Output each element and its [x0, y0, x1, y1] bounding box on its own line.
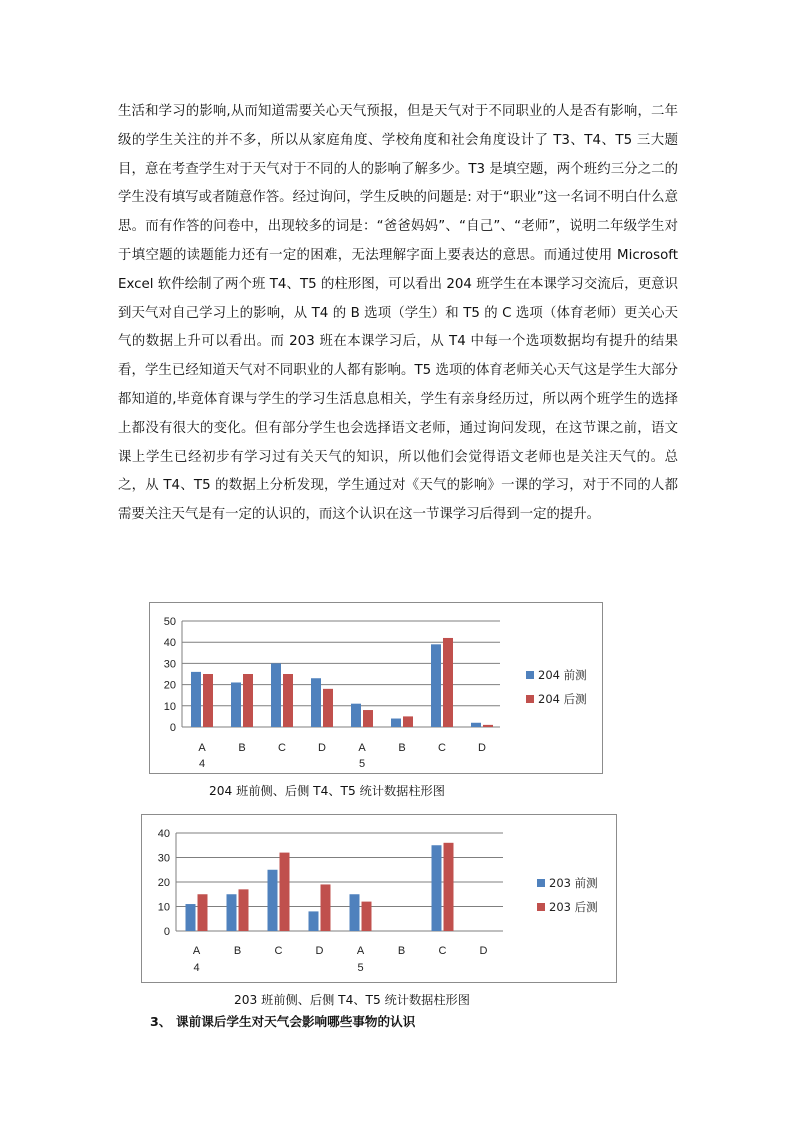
chart-204-bar-pre [431, 644, 441, 727]
chart-203-y-tick-label: 40 [157, 828, 170, 840]
chart-204-x-tick-label: A [198, 742, 206, 754]
chart-204-bar-post [203, 674, 213, 727]
chart-204-x-tick-label: D [478, 742, 486, 754]
chart-204-x-tick-label: B [398, 742, 406, 754]
chart-204-bar-pre [471, 723, 481, 727]
chart-203-caption: 203 班前侧、后侧 T4、T5 统计数据柱形图 [234, 993, 470, 1007]
chart-204-legend-label: 204 后测 [538, 692, 587, 706]
chart-203-x-tick-label: B [397, 945, 406, 957]
section-number: 3、 [150, 1014, 172, 1029]
chart-203-bar-post [280, 853, 290, 931]
chart-203-bar-pre [309, 911, 319, 931]
chart-204-bar-post [483, 725, 493, 727]
chart-203-bar-pre [432, 845, 442, 931]
chart-203-x-tick-label: A [356, 945, 365, 957]
chart-204-bar-post [283, 674, 293, 727]
chart-203-bar-post [198, 894, 208, 931]
chart-204-svg [150, 603, 602, 773]
chart-204-group-label: 5 [358, 758, 366, 770]
chart-204-x-tick-label: D [318, 742, 326, 754]
chart-204-y-tick-label: 30 [163, 658, 176, 671]
chart-204-caption: 204 班前侧、后侧 T4、T5 统计数据柱形图 [209, 784, 445, 798]
chart-204-group-label: 4 [198, 758, 206, 770]
chart-203-x-tick-label: D [479, 945, 488, 957]
chart-204-bar-pre [231, 682, 241, 727]
chart-204-bar-post [243, 674, 253, 727]
chart-203-legend-swatch [537, 903, 545, 911]
chart-203-bar-post [362, 902, 372, 931]
chart-204 [149, 602, 603, 774]
chart-204-x-tick-label: C [278, 742, 286, 754]
chart-204-bar-pre [391, 719, 401, 727]
chart-203-x-tick-label: B [233, 945, 242, 957]
chart-204-legend-swatch [526, 671, 534, 679]
chart-203-y-tick-label: 0 [163, 926, 170, 938]
chart-203-bar-pre [268, 870, 278, 931]
section-title: 课前课后学生对天气会影响哪些事物的认识 [176, 1014, 416, 1029]
chart-204-bar-pre [351, 704, 361, 727]
chart-204-bar-pre [271, 663, 281, 727]
chart-203-svg [142, 815, 616, 982]
chart-204-y-tick-label: 10 [163, 700, 176, 713]
chart-204-bar-post [363, 710, 373, 727]
chart-203-bar-pre [350, 894, 360, 931]
chart-204-x-tick-label: A [358, 742, 366, 754]
chart-203-x-tick-label: A [192, 945, 201, 957]
chart-204-bar-post [403, 716, 413, 727]
chart-204-legend-label: 204 前测 [538, 668, 587, 682]
chart-203-bar-post [321, 884, 331, 931]
chart-204-y-tick-label: 50 [163, 616, 176, 628]
chart-203-bar-pre [186, 904, 196, 931]
chart-203-y-tick-label: 30 [157, 852, 170, 865]
chart-203-legend-swatch [537, 879, 545, 887]
chart-203-x-tick-label: D [315, 945, 324, 957]
chart-203 [141, 814, 617, 983]
chart-204-y-tick-label: 0 [169, 722, 176, 734]
chart-204-bar-pre [311, 678, 321, 727]
chart-204-bar-post [443, 638, 453, 727]
section-heading [150, 1011, 415, 1030]
chart-204-bar-pre [191, 672, 201, 727]
chart-203-x-tick-label: C [274, 945, 283, 957]
chart-204-x-tick-label: B [238, 742, 246, 754]
chart-204-bar-post [323, 689, 333, 727]
chart-203-legend-label: 203 后测 [549, 900, 598, 914]
chart-203-group-label: 4 [193, 962, 200, 974]
chart-204-y-tick-label: 20 [163, 679, 176, 692]
chart-203-y-tick-label: 10 [157, 901, 170, 914]
chart-204-x-tick-label: C [438, 742, 446, 754]
chart-204-y-tick-label: 40 [163, 637, 176, 650]
chart-203-group-label: 5 [357, 962, 364, 974]
chart-203-x-tick-label: C [438, 945, 447, 957]
chart-203-bar-pre [227, 894, 237, 931]
chart-203-legend-label: 203 前测 [549, 876, 598, 890]
chart-203-bar-post [444, 843, 454, 931]
chart-204-legend-swatch [526, 695, 534, 703]
chart-203-y-tick-label: 20 [157, 877, 170, 889]
chart-203-bar-post [239, 889, 249, 931]
body-paragraph: 生活和学习的影响,从而知道需要关心天气预报，但是天气对于不同职业的人是否有影响，二年级的学生关注的并不多，所以从家庭角度、学校角度和社会角度设计了 T3、T4、T5 三大题目，意在考查学生对于天气对于不同的人的影响了解多少。T3 是填空题，两个班约三分之二的学生没有填写或者随意作答。经过询问，学生反映的问题是: 对于“职业”这一名词不明白什么意思。而有作答的问卷中，出现较多的词是：“爸爸妈妈”、“自己”、“老师”，说明二年级学生对于填空题的读题能力还有一定的困难，无法理解字面上要表达的意思。而通过使用 Microsoft Excel 软件绘制了两个班 T4、T5 的柱形图，可以看出 204 班学生在本课学习交流后，更意识到天气对自己学习上的影响，从 T4 的 B 选项（学生）和 T5 的 C 选项（体育老师）更关心天气的数据上升可以看出。而 203 班在本课学习后，从 T4 中每一个选项数据均有提升的结果看，学生已经知道天气对不同职业的人都有影响。T5 选项的体育老师关心天气这是学生大部分都知道的,毕竟体育课与学生的学习生活息息相关，学生有亲身经历过，所以两个班学生的选择上都没有很大的变化。但有部分学生也会选择语文老师，通过询问发现，在这节课之前，语文课上学生已经初步有学习过有关天气的知识，所以他们会觉得语文老师也是关注天气的。总之，从 T4、T5 的数据上分析发现，学生通过对《天气的影响》一课的学习，对于不同的人都需要关注天气是有一定的认识的，而这个认识在这一节课学习后得到一定的提升。 [118, 104, 678, 523]
